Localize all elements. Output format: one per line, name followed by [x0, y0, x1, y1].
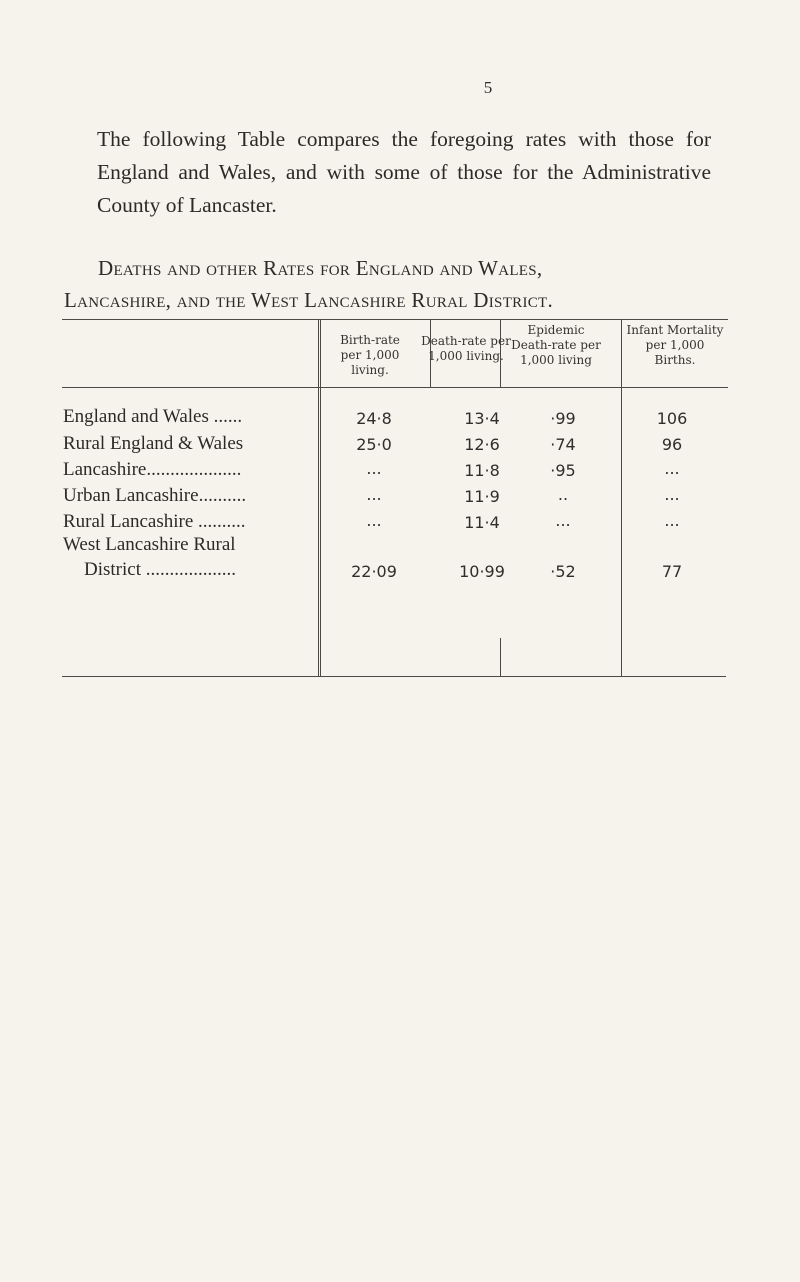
column-header-infant-mortality: Infant Mortality per 1,000 Births.: [626, 323, 724, 367]
infant-mortality-cell: ...: [664, 485, 680, 504]
birth-rate-cell: 25·0: [356, 435, 392, 454]
death-rate-cell: 10·99: [459, 562, 505, 581]
column-divider: [318, 319, 319, 676]
table-heading-line-2: Lancashire, and the West Lancashire Rural District.: [64, 288, 554, 312]
infant-mortality-cell: 77: [661, 562, 683, 581]
table-heading-line-1: Deaths and other Rates for England and Wales,: [98, 256, 543, 280]
column-header-death-rate: Death-rate per 1,000 living.: [421, 334, 511, 363]
birth-rate-cell: 22·09: [351, 562, 397, 581]
death-rate-cell: 13·4: [464, 409, 500, 428]
epidemic-rate-cell: ..: [557, 485, 569, 504]
infant-mortality-cell: 106: [656, 409, 688, 428]
row-label: West Lancashire Rural: [63, 534, 236, 555]
death-rate-cell: 11·4: [464, 513, 500, 532]
table-header-rule: [62, 387, 728, 388]
death-rate-cell: 12·6: [464, 435, 500, 454]
epidemic-rate-cell: ...: [555, 511, 571, 530]
epidemic-rate-cell: ·74: [550, 435, 576, 454]
column-divider: [500, 638, 501, 676]
birth-rate-cell: 24·8: [356, 409, 392, 428]
row-label: England and Wales ......: [63, 406, 243, 427]
infant-mortality-cell: ...: [664, 459, 680, 478]
table-bottom-rule: [62, 676, 726, 677]
row-label: Lancashire....................: [63, 459, 242, 480]
row-label: Rural England & Wales: [63, 433, 244, 454]
epidemic-rate-cell: ·95: [550, 461, 576, 480]
infant-mortality-cell: ...: [664, 511, 680, 530]
birth-rate-cell: ...: [366, 485, 382, 504]
column-header-epidemic-death-rate: Epidemic Death-rate per 1,000 living: [511, 323, 601, 367]
row-label: District ...................: [84, 559, 236, 580]
row-label: Rural Lancashire ..........: [63, 511, 246, 532]
death-rate-cell: 11·9: [464, 487, 500, 506]
birth-rate-cell: ...: [366, 459, 382, 478]
intro-paragraph: The following Table compares the foregoing rates with those for England and Wales, and with some of those for the Administrative County of Lancaster.: [97, 127, 711, 217]
column-divider: [320, 319, 321, 676]
infant-mortality-cell: 96: [661, 435, 683, 454]
birth-rate-cell: ...: [366, 511, 382, 530]
column-header-birth-rate: Birth-rate per 1,000 living.: [340, 333, 400, 377]
row-label: Urban Lancashire..........: [63, 485, 247, 506]
epidemic-rate-cell: ·99: [550, 409, 576, 428]
table-top-rule: [62, 319, 728, 320]
epidemic-rate-cell: ·52: [550, 562, 576, 581]
death-rate-cell: 11·8: [464, 461, 500, 480]
page-number: 5: [483, 78, 493, 97]
